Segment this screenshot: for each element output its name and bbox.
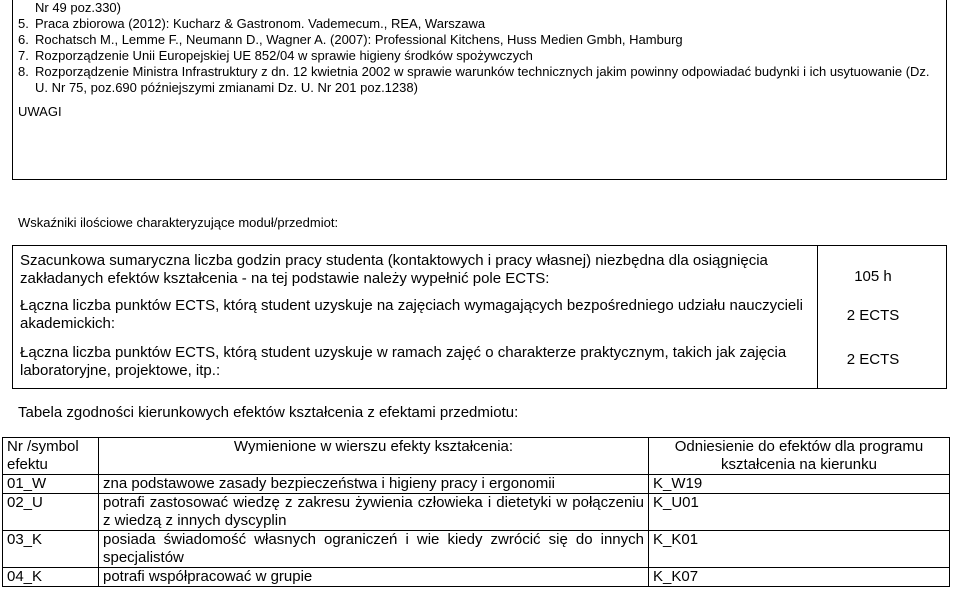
uwagi-label: UWAGI: [18, 104, 62, 119]
references-list: [18, 0, 940, 96]
header-reference: Odniesienie do efektów dla programu kształcenia na kierunku: [649, 438, 950, 475]
cell-description: potrafi zastosować wiedzę z zakresu żywienia człowieka i dietetyki w połączeniu z wiedzą z innych dyscyplin: [99, 494, 649, 531]
table-header-row: [3, 438, 950, 475]
reference-item: 6. Rochatsch M., Lemme F., Neumann D., Wagner A. (2007): Professional Kitchens, Huss Medien Gmbh, Hamburg: [18, 32, 683, 47]
header-effects: Wymienione w wierszu efekty kształcenia:: [99, 438, 649, 475]
ects-box: [12, 245, 947, 389]
cell-symbol: 03_K: [3, 531, 99, 568]
cell-reference: K_K01: [649, 531, 950, 568]
reference-item: 5. Praca zbiorowa (2012): Kucharz & Gastronom. Vademecum., REA, Warszawa: [18, 16, 486, 31]
table-title: Tabela zgodności kierunkowych efektów kształcenia z efektami przedmiotu:: [18, 404, 519, 421]
indicators-title: Wskaźniki ilościowe charakteryzujące moduł/przedmiot:: [18, 215, 339, 230]
ects-label: Łączna liczba punktów ECTS, którą student uzyskuje w ramach zajęć o charakterze praktycznym, takich jak zajęcia laboratoryjne, projektowe, itp.:: [20, 344, 787, 379]
cell-description: potrafi współpracować w grupie: [99, 568, 649, 587]
table-row: [3, 531, 950, 568]
ects-label: Łączna liczba punktów ECTS, którą student uzyskuje na zajęciach wymagających bezpośredniego udziału nauczycieli akademickich:: [20, 297, 803, 332]
ects-value: 2 ECTS: [846, 307, 900, 324]
ects-value: 105 h: [854, 268, 892, 285]
cell-description: zna podstawowe zasady bezpieczeństwa i higieny pracy i ergonomii: [99, 475, 649, 494]
cell-symbol: 02_U: [3, 494, 99, 531]
effects-table: [2, 437, 950, 587]
cell-description: posiada świadomość własnych ograniczeń i wie kiedy zwrócić się do innych specjalistów: [99, 531, 649, 568]
ects-label: Szacunkowa sumaryczna liczba godzin pracy studenta (kontaktowych i pracy własnej) niezbędna dla osiągnięcia zakładanych efektów kształcenia - na tej podstawie należy wypełnić pole ECTS:: [20, 252, 768, 287]
table-row: [3, 475, 950, 494]
reference-item: 7. Rozporządzenie Unii Europejskiej UE 852/04 w sprawie higieny środków spożywczych: [18, 48, 533, 63]
reference-item: 8. Rozporządzenie Ministra Infrastruktury z dn. 12 kwietnia 2002 w sprawie warunków technicznych jakim powinny odpowiadać budynki i ich usytuowanie (Dz. U. Nr 75, poz.690 późniejszymi zmianami Dz. U. Nr 201 poz.1238): [18, 64, 930, 95]
cell-reference: K_K07: [649, 568, 950, 587]
table-row: [3, 494, 950, 531]
cell-symbol: 04_K: [3, 568, 99, 587]
reference-fragment: Nr 49 poz.330): [35, 0, 121, 15]
header-symbol: Nr /symbol efektu: [3, 438, 99, 475]
ects-value: 2 ECTS: [846, 351, 900, 368]
cell-reference: K_U01: [649, 494, 950, 531]
cell-reference: K_W19: [649, 475, 950, 494]
ects-divider: [817, 246, 818, 388]
cell-symbol: 01_W: [3, 475, 99, 494]
table-row: [3, 568, 950, 587]
